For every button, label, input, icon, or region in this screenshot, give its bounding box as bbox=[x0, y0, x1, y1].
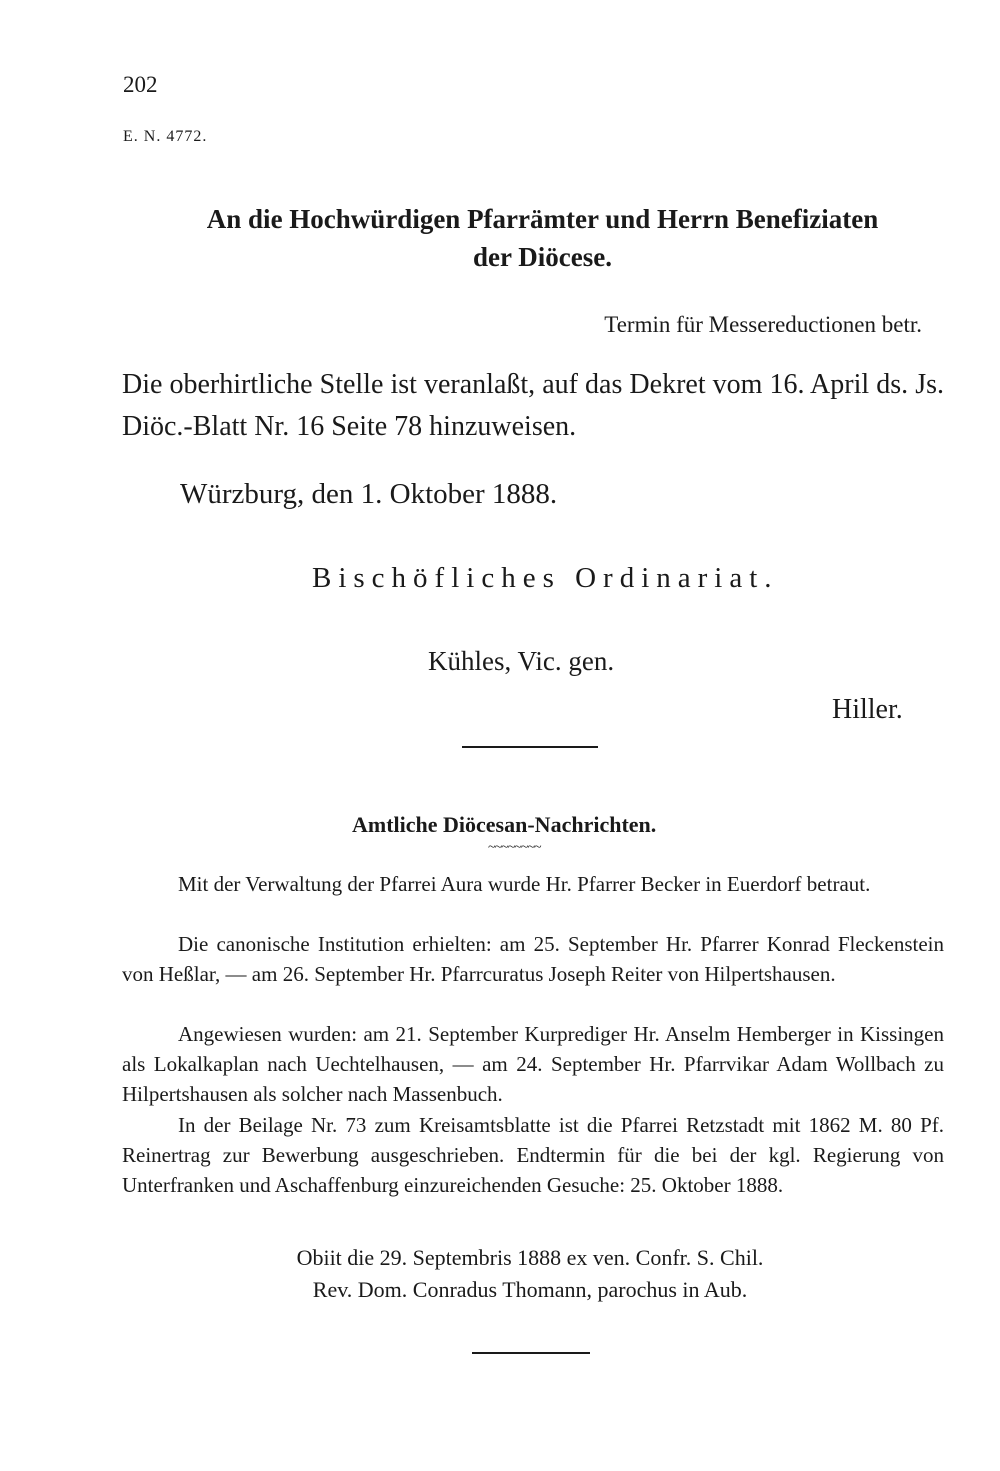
address-line-2: der Diöcese. bbox=[473, 242, 612, 272]
notice-paragraph: Angewiesen wurden: am 21. September Kurprediger Hr. Anselm Hemberger in Kissingen als Lokalkaplan nach Uechtelhausen, — am 24. September Hr. Pfarrvikar Adam Wollbach zu Hilpertshausen als solcher nach Massenbuch. bbox=[122, 1022, 944, 1106]
notice-paragraph: Die canonische Institution erhielten: am 25. September Hr. Pfarrer Konrad Fleckenstein von Heßlar, — am 26. September Hr. Pfarrcuratus Joseph Reiter von Hilpertshausen. bbox=[122, 932, 944, 986]
section-title: Amtliche Diöcesan-Nachrichten. bbox=[352, 812, 657, 837]
signature-vicar: Kühles, Vic. gen. bbox=[428, 646, 615, 676]
address-line-1: An die Hochwürdigen Pfarrämter und Herrn Benefiziaten bbox=[206, 204, 879, 234]
issuing-authority: Bischöfliches Ordinariat. bbox=[312, 562, 779, 594]
divider-rule bbox=[462, 746, 598, 748]
closing-rule bbox=[472, 1352, 590, 1354]
page-number: 202 bbox=[123, 72, 158, 97]
ornament-line: ~~~~~~~~ bbox=[488, 840, 541, 855]
place-date: Würzburg, den 1. Oktober 1888. bbox=[180, 478, 558, 510]
address-heading bbox=[120, 200, 965, 276]
document-reference: E. N. 4772. bbox=[123, 128, 208, 145]
obituary-line-1: Obiit die 29. Septembris 1888 ex ven. Confr. S. Chil. bbox=[296, 1245, 764, 1270]
notice-paragraph: In der Beilage Nr. 73 zum Kreisamtsblatte ist die Pfarrei Retzstadt mit 1862 M. 80 Pf. Reinertrag zur Bewerbung ausgeschrieben. Endtermin für die bei der kgl. Regierung von Unterfranken und Aschaffenburg einzureichenden Gesuche: 25. Oktober 1888. bbox=[122, 1113, 944, 1197]
signature-secretary: Hiller. bbox=[832, 694, 903, 725]
subject-line: Termin für Messereductionen betr. bbox=[604, 312, 922, 337]
obituary bbox=[160, 1242, 900, 1306]
notice-paragraph: Mit der Verwaltung der Pfarrei Aura wurde Hr. Pfarrer Becker in Euerdorf betraut. bbox=[178, 872, 871, 896]
obituary-line-2: Rev. Dom. Conradus Thomann, parochus in Aub. bbox=[312, 1277, 748, 1302]
body-paragraph: Die oberhirtliche Stelle ist veranlaßt, auf das Dekret vom 16. April ds. Js. Diöc.-Blatt Nr. 16 Seite 78 hinzuweisen. bbox=[122, 369, 944, 442]
